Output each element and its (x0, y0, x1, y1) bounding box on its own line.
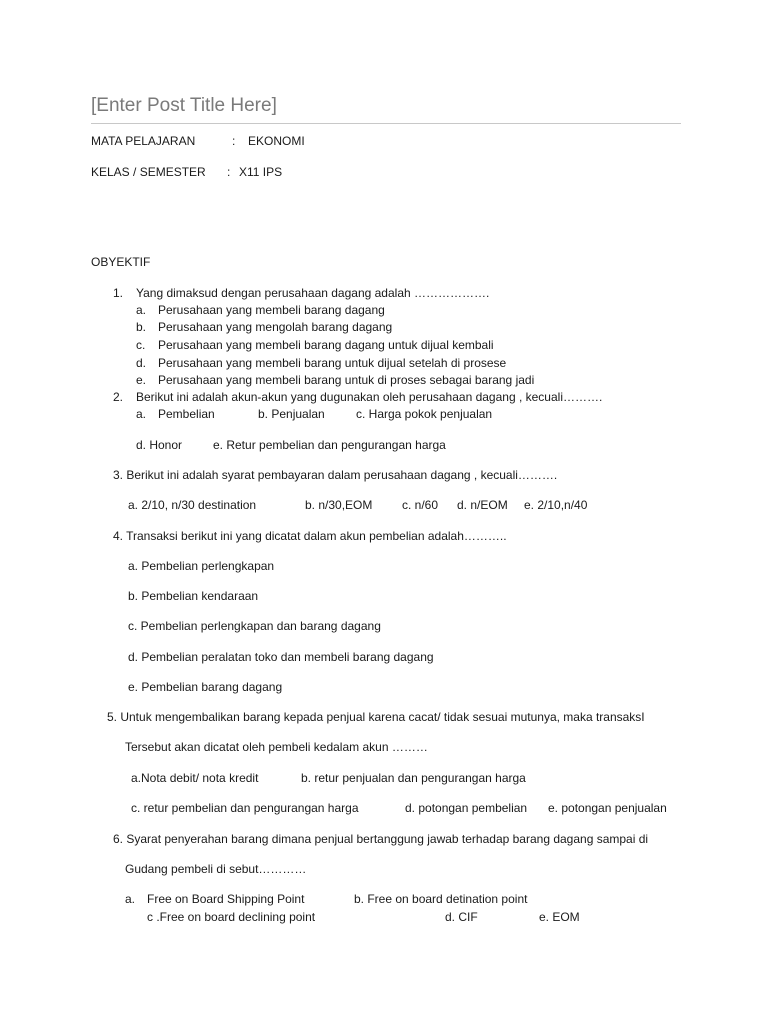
question-6-option-b: b. Free on board detination point (354, 892, 528, 906)
question-4-option-d: d. Pembelian peralatan toko dan membeli barang dagang (128, 650, 434, 664)
section-heading: OBYEKTIF (91, 255, 151, 269)
question-3-option-e: e. 2/10,n/40 (524, 498, 588, 512)
post-title: [Enter Post Title Here] (91, 95, 277, 116)
question-5-option-c: c. retur pembelian dan pengurangan harga (131, 801, 359, 815)
question-3-text: 3. Berikut ini adalah syarat pembayaran dalam perusahaan dagang , kecuali………. (113, 468, 558, 482)
question-2-option-c: c. Harga pokok penjualan (356, 407, 493, 421)
question-2-option-a-letter: a. (136, 407, 147, 421)
question-1-option-a: Perusahaan yang membeli barang dagang (158, 303, 385, 317)
question-5-text-line-2: Tersebut akan dicatat oleh pembeli kedalam akun ……… (125, 740, 428, 754)
question-3-option-b: b. n/30,EOM (305, 498, 373, 512)
question-1-option-b: Perusahaan yang mengolah barang dagang (158, 320, 393, 334)
question-1-option-a-letter: a. (136, 303, 147, 317)
question-1-option-c: Perusahaan yang membeli barang dagang untuk dijual kembali (158, 338, 494, 352)
question-6-text-line-1: 6. Syarat penyerahan barang dimana penjual bertanggung jawab terhadap barang dagang sampai di (113, 832, 649, 846)
question-2-option-d: d. Honor (136, 438, 183, 452)
question-2-number: 2. (113, 390, 124, 404)
question-6-option-d: d. CIF (445, 910, 478, 924)
question-6-option-a-letter: a. (125, 892, 136, 906)
question-3-option-c: c. n/60 (402, 498, 439, 512)
question-6-text-line-2: Gudang pembeli di sebut………… (125, 862, 307, 876)
class-value: X11 IPS (239, 165, 283, 179)
question-1-option-e: Perusahaan yang membeli barang untuk di proses sebagai barang jadi (158, 373, 535, 387)
title-divider (91, 123, 681, 124)
question-1-option-c-letter: c. (136, 338, 146, 352)
question-5-option-a: a.Nota debit/ nota kredit (131, 771, 259, 785)
question-1-option-d: Perusahaan yang membeli barang untuk dijual setelah di prosese (158, 356, 507, 370)
question-1-text: Yang dimaksud dengan perusahaan dagang adalah ………………. (136, 286, 490, 300)
question-2-option-a: Pembelian (158, 407, 215, 421)
question-4-option-b: b. Pembelian kendaraan (128, 589, 259, 603)
question-2-text: Berikut ini adalah akun-akun yang dugunakan oleh perusahaan dagang , kecuali………. (136, 390, 603, 404)
subject-value: EKONOMI (248, 134, 305, 148)
question-1-option-e-letter: e. (136, 373, 147, 387)
question-2-option-b: b. Penjualan (258, 407, 325, 421)
question-2-option-e: e. Retur pembelian dan pengurangan harga (213, 438, 446, 452)
question-1-number: 1. (113, 286, 124, 300)
question-4-option-c: c. Pembelian perlengkapan dan barang dagang (128, 619, 381, 633)
subject-colon: : (232, 134, 236, 148)
question-5-option-e: e. potongan penjualan (548, 801, 667, 815)
question-1-option-d-letter: d. (136, 356, 147, 370)
question-4-text: 4. Transaksi berikut ini yang dicatat dalam akun pembelian adalah……….. (113, 529, 507, 543)
class-colon: : (227, 165, 231, 179)
question-3-option-d: d. n/EOM (457, 498, 508, 512)
question-5-option-d: d. potongan pembelian (405, 801, 528, 815)
question-5-option-b: b. retur penjualan dan pengurangan harga (301, 771, 526, 785)
question-4-option-a: a. Pembelian perlengkapan (128, 559, 275, 573)
question-1-option-b-letter: b. (136, 320, 147, 334)
question-4-option-e: e. Pembelian barang dagang (128, 680, 283, 694)
question-5-text-line-1: 5. Untuk mengembalikan barang kepada penjual karena cacat/ tidak sesuai mutunya, maka transaksI (107, 710, 645, 724)
question-3-option-a: a. 2/10, n/30 destination (128, 498, 257, 512)
subject-label: MATA PELAJARAN (91, 134, 196, 148)
question-6-option-a: Free on Board Shipping Point (147, 892, 305, 906)
question-6-option-e: e. EOM (539, 910, 580, 924)
question-6-option-c: c .Free on board declining point (147, 910, 316, 924)
class-label: KELAS / SEMESTER (91, 165, 206, 179)
